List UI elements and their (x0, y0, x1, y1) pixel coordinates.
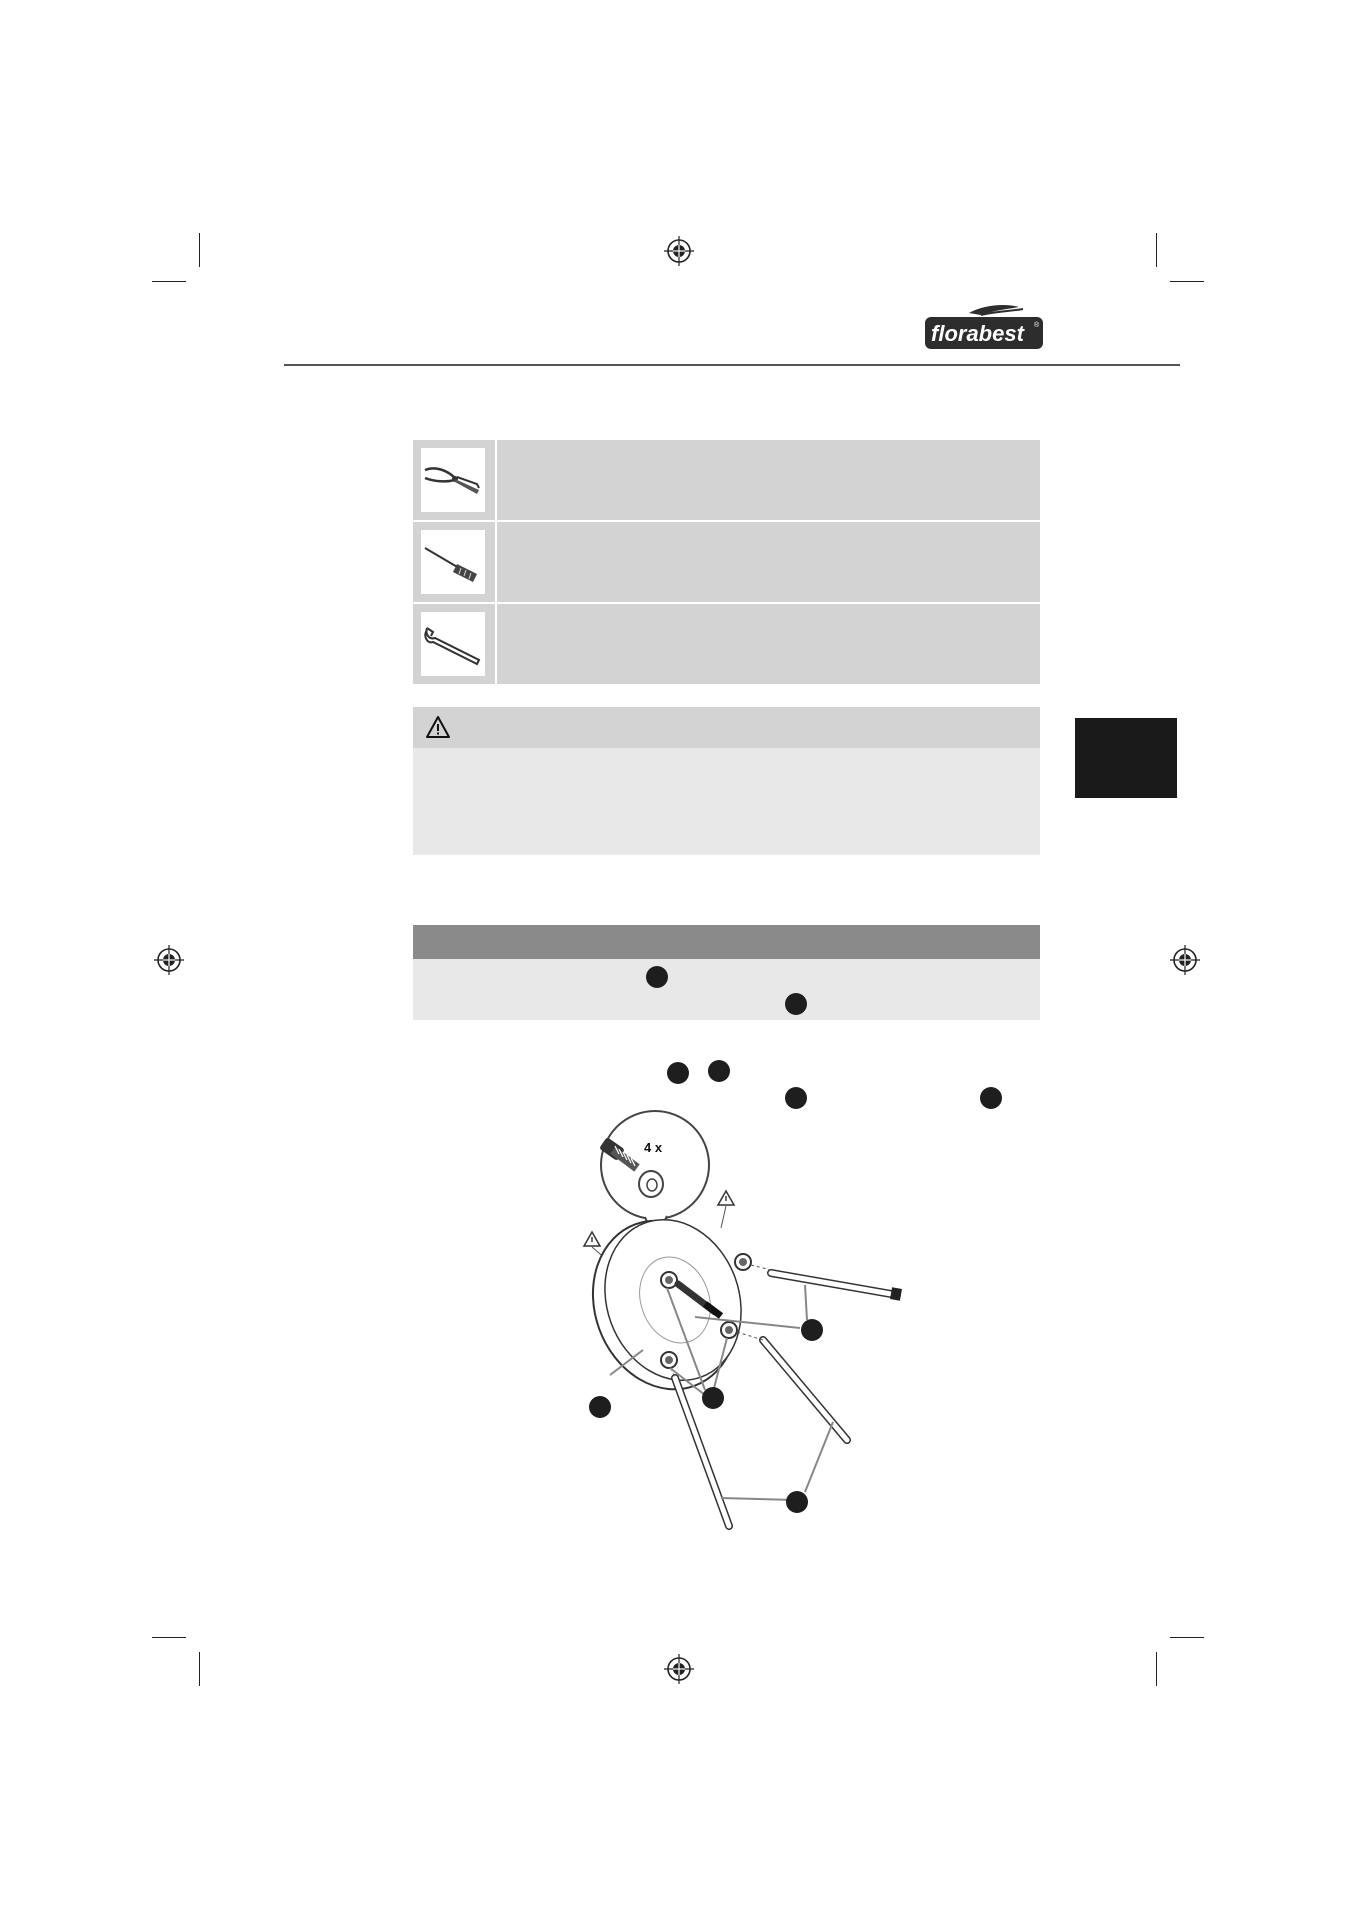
part-number-marker (708, 1060, 730, 1082)
crop-mark-top-left-horizontal (152, 281, 186, 282)
warning-triangle-icon (718, 1191, 734, 1205)
part-number-marker (801, 1319, 823, 1341)
crop-mark-top-left-vertical (199, 233, 200, 267)
warning-triangle-icon (425, 715, 451, 739)
crop-mark-top-right-horizontal (1170, 281, 1204, 282)
part-number-marker (646, 966, 668, 988)
warning-header (413, 707, 1040, 748)
part-number-marker (702, 1387, 724, 1409)
header-rule (284, 364, 1180, 366)
tool-row-divider (495, 522, 497, 602)
assembly-diagram (575, 1110, 915, 1535)
tool-row-wrench (413, 604, 1040, 684)
registration-mark-icon (664, 1654, 694, 1684)
tool-row-divider (495, 440, 497, 520)
warning-triangle-icon (584, 1232, 600, 1246)
crop-mark-bottom-left-vertical (199, 1652, 200, 1686)
crop-mark-top-right-vertical (1156, 233, 1157, 267)
screwdriver-icon (421, 530, 485, 594)
logo-trademark: ® (1034, 322, 1040, 329)
logo-text: florabest (931, 321, 1024, 346)
part-number-marker (786, 1491, 808, 1513)
warning-body (413, 748, 1040, 855)
section-header (413, 925, 1040, 959)
washer-icon (639, 1171, 663, 1197)
section-body (413, 959, 1040, 1020)
tool-row-divider (495, 604, 497, 684)
crop-mark-bottom-right-vertical (1156, 1652, 1157, 1686)
tool-row-pliers (413, 440, 1040, 520)
crop-mark-bottom-left-horizontal (152, 1637, 186, 1638)
part-number-marker (667, 1062, 689, 1084)
part-number-marker (589, 1396, 611, 1418)
bolt-count-label: 4 x (644, 1140, 663, 1155)
tool-row-screwdriver (413, 522, 1040, 602)
language-tab (1075, 718, 1177, 798)
part-number-marker (785, 993, 807, 1015)
part-number-marker (980, 1087, 1002, 1109)
registration-mark-icon (664, 236, 694, 266)
pliers-icon (421, 448, 485, 512)
florabest-logo (923, 303, 1045, 351)
crop-mark-bottom-right-horizontal (1170, 1637, 1204, 1638)
part-number-marker (785, 1087, 807, 1109)
wrench-icon (421, 612, 485, 676)
registration-mark-icon (1170, 945, 1200, 975)
registration-mark-icon (154, 945, 184, 975)
